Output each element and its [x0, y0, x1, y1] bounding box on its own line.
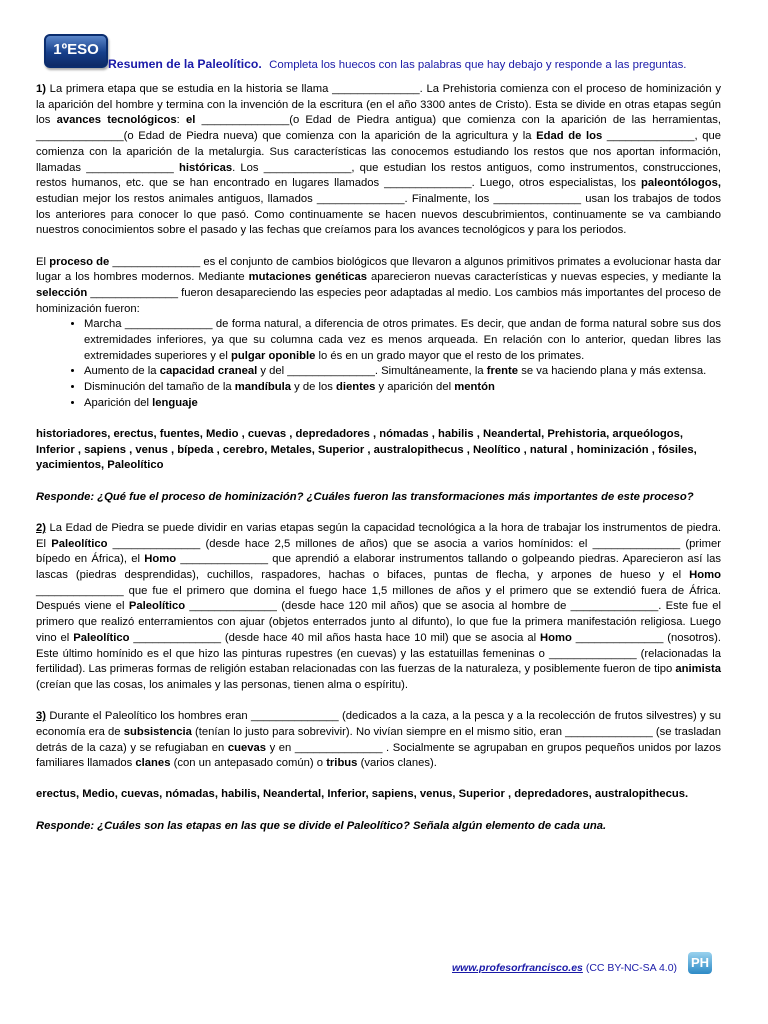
course-badge: 1ºESO — [44, 34, 108, 68]
title-main: Resumen de la Paleolítico. — [108, 57, 262, 71]
list-item: • Disminución del tamaño de la mandíbula y de los dientes y aparición del mentón — [84, 380, 721, 396]
license-text: (CC BY-NC-SA 4.0) — [582, 962, 678, 974]
section-number: 2) — [36, 521, 47, 534]
section-number: 3) — [36, 710, 47, 723]
question-2: Responde: ¿Cuáles son las etapas en las que se divide el Paleolítico? Señala algún elemento de cada una. — [36, 819, 607, 832]
hominization-changes-list — [36, 317, 721, 411]
footer-credit — [452, 962, 677, 974]
section-3-paragraph: 3) Durante el Paleolítico los hombres eran ______________ (dedicados a la caza, a la pesca y a la recolección de frutos silvestres) y su economía era de subsistencia (tenían lo justo para sobrevivir). No vivían siempre en el mismo sitio, eran ______________ (se trasladan detrás de la caza) y se refugiaban en cuevas y en ______________ . Socialmente se agrupaban en grupos pequeños unidos por lazos familiares llamados clanes (con un antepasado común) o tribus (varios clanes). — [36, 710, 722, 770]
hominization-paragraph: El proceso de ______________ es el conjunto de cambios biológicos que llevaron a algunos primitivos primates a evolucionar hasta dar lugar a los hombres modernos. Mediante mutaciones genéticas aparecieron nuevas características y nuevas especies, y mediante la selección ______________ fueron desapareciendo las especies peor adaptadas al medio. Los cambios más importantes del proceso de hominización fueron: — [36, 255, 722, 315]
website-link[interactable]: www.profesorfrancisco.es — [452, 962, 583, 974]
worksheet-body — [36, 82, 721, 834]
section-number: 1) — [36, 83, 47, 95]
list-item: • Aparición del lenguaje — [84, 396, 721, 412]
list-item: • Aumento de la capacidad craneal y del ______________. Simultáneamente, la frente se va haciendo plana y más extensa. — [84, 364, 721, 380]
ph-logo: PH — [688, 952, 712, 974]
page-title — [108, 57, 748, 71]
question-1: Responde: ¿Qué fue el proceso de hominización? ¿Cuáles fueron las transformaciones más importantes de este proceso? — [36, 490, 694, 503]
list-item: • Marcha ______________ de forma natural, a diferencia de otros primates. Es decir, que andan de forma natural sobre sus dos extremidades inferiores, ya que su columna cada vez es menos arqueada. En relación con lo anterior, quedan libres las extremidades superiores y el pulgar oponible lo és en un grado mayor que el resto de los primates. — [84, 317, 721, 364]
title-instructions: Completa los huecos con las palabras que hay debajo y responde a las preguntas. — [269, 59, 687, 71]
word-bank-1: historiadores, erectus, fuentes, Medio , cuevas , depredadores , nómadas , habilis , Neandertal, Prehistoria, arqueólogos, Inferior , sapiens , venus , bípeda , cerebro, Metales, Superior , australopithecus , Neolítico , natural , hominización , fósiles, yacimientos, Paleolítico — [36, 428, 697, 472]
word-bank-2: erectus, Medio, cuevas, nómadas, habilis, Neandertal, Inferior, sapiens, venus, Superior , depredadores, australopithecus. — [36, 788, 689, 801]
section-1-paragraph: 1) La primera etapa que se estudia en la historia se llama ______________. La Prehistoria comienza con el proceso de hominización y la aparición del hombre y termina con la invención de la escritura (en el año 3300 antes de Cristo). Esta se divide en otras etapas según los avances tecnológicos: el ______________(o Edad de Piedra antigua) que comienza con la aparición de las herramientas, ______________(o Edad de Piedra nueva) que comienza con la aparición de la agricultura y la Edad de los ______________, que comienza con la aparición de la metalurgia. Sus características las conocemos estudiando los restos que nos aportan información, llamadas ______________ históricas. Los ______________, que estudian los restos antiguos, como instrumentos, construcciones, restos humanos, etc. que se han encontrado en lugares llamados ______________. Luego, otros especialistas, los paleontólogos, estudian mejor los restos animales antiguos, llamados ______________. Finalmente, los ______________ usan los trabajos de todos los anteriores para conocer lo que pasó. Como continuamente se hacen nuevos descubrimientos, continuamente se va cambiando nuestros conocimientos sobre el pasado y las fechas que creíamos para los avances tecnológicos y para los periodos. — [36, 83, 721, 237]
section-2-paragraph: 2) La Edad de Piedra se puede dividir en varias etapas según la capacidad tecnológica a la hora de trabajar los instrumentos de piedra. El Paleolítico ______________ (desde hace 2,5 millones de años) que se asocia a varios homínidos: el ______________ (primer bípedo en África), el Homo ______________ que aprendió a elaborar instrumentos tallando o golpeando piedras. Aparecieron así las lascas (piedras desprendidas), cuchillos, raspadores, hachas o bifaces, puntas de flecha, y arpones de hueso y el Homo ______________ que fue el primero que domina el fuego hace 1,5 millones de años y el primero que se extendió fuera de África. Después viene el Paleolítico ______________ (desde hace 120 mil años) que se asocia al hombre de ______________. Este fue el primero que realizó enterramientos con ajuar (objetos enterrados junto al difunto), lo que fue la primera manifestación religiosa. Luego vino el Paleolítico ______________ (desde hace 40 mil años hasta hace 10 mil) que se asocia al Homo ______________ (nosotros). Este último homínido es el que hizo las pinturas rupestres (en cuevas) y las estatuillas femeninas o ______________ (relacionadas la fertilidad). Las primeras formas de religión estaban relacionadas con las fuerzas de la naturaleza, y posiblemente fueron de tipo animista (creían que las cosas, los animales y las personas, tienen alma o espíritu). — [36, 521, 721, 691]
